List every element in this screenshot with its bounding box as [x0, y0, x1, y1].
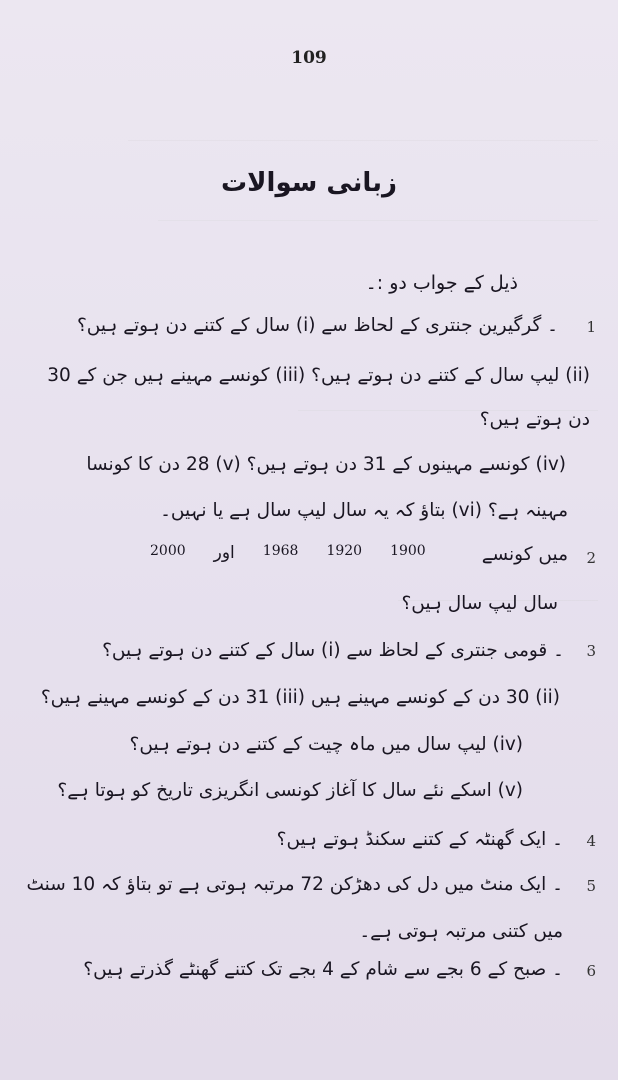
question-line: ۔ ایک منٹ میں دل کی دھڑکن 72 مرتبہ ہوتی ہے تو بتاؤ کہ 10 سنٹ: [26, 874, 563, 895]
question-number: 2: [586, 549, 596, 567]
year-value: 1968: [262, 543, 299, 559]
question-line: (ii) 30 دن کے کونسے مہینے ہیں (iii) 31 دن کے کونسے مہینے ہیں؟: [40, 687, 560, 708]
year-list: [150, 543, 426, 563]
question-line: ۔ گرگیرین جنتری کے لحاظ سے (i) سال کے کتنے دن ہوتے ہیں؟: [76, 315, 558, 336]
bleed-through-line: [128, 140, 598, 155]
and-word: اور: [213, 543, 235, 563]
question-line: ۔ قومی جنتری کے لحاظ سے (i) سال کے کتنے دن ہوتے ہیں؟: [102, 640, 564, 661]
question-number: 4: [586, 832, 596, 850]
question-line: میں کونسے: [481, 544, 568, 565]
question-line: ۔ ایک گھنٹہ کے کتنے سکنڈ ہوتے ہیں؟: [276, 829, 563, 850]
question-number: 3: [586, 642, 596, 660]
question-line: سال لیپ سال ہیں؟: [401, 593, 558, 614]
year-value: 1900: [390, 543, 426, 559]
bleed-through-line: [158, 220, 598, 235]
question-line: دن ہوتے ہیں؟: [479, 409, 590, 430]
page-number: 109: [291, 48, 327, 68]
question-number: 1: [586, 318, 596, 336]
question-line: مہینہ ہے؟ (vi) بتاؤ کہ یہ سال لیپ سال ہے یا نہیں۔: [160, 500, 568, 521]
question-number: 5: [586, 877, 596, 895]
year-value: 1920: [326, 543, 363, 559]
instruction-text: ذیل کے جواب دو :۔: [365, 272, 518, 294]
question-line: (iv) کونسے مہینوں کے 31 دن ہوتے ہیں؟ (v) 28 دن کا کونسا: [86, 454, 566, 475]
page-title: زبانی سوالات: [221, 168, 397, 198]
question-line: (iv) لیپ سال میں ماہ چیت کے کتنے دن ہوتے ہیں؟: [129, 734, 523, 755]
year-value: 2000: [150, 543, 186, 559]
question-line: (v) اسکے نئے سال کا آغاز کونسی انگریزی تاریخ کو ہوتا ہے؟: [57, 780, 523, 801]
question-line: میں کتنی مرتبہ ہوتی ہے۔: [359, 921, 563, 942]
question-line: (ii) لیپ سال کے کتنے دن ہوتے ہیں؟ (iii) کونسے مہینے ہیں جن کے 30: [47, 365, 590, 386]
question-line: ۔ صبح کے 6 بجے سے شام کے 4 بجے تک کتنے گھنٹے گذرتے ہیں؟: [83, 959, 563, 980]
question-number: 6: [586, 962, 596, 980]
